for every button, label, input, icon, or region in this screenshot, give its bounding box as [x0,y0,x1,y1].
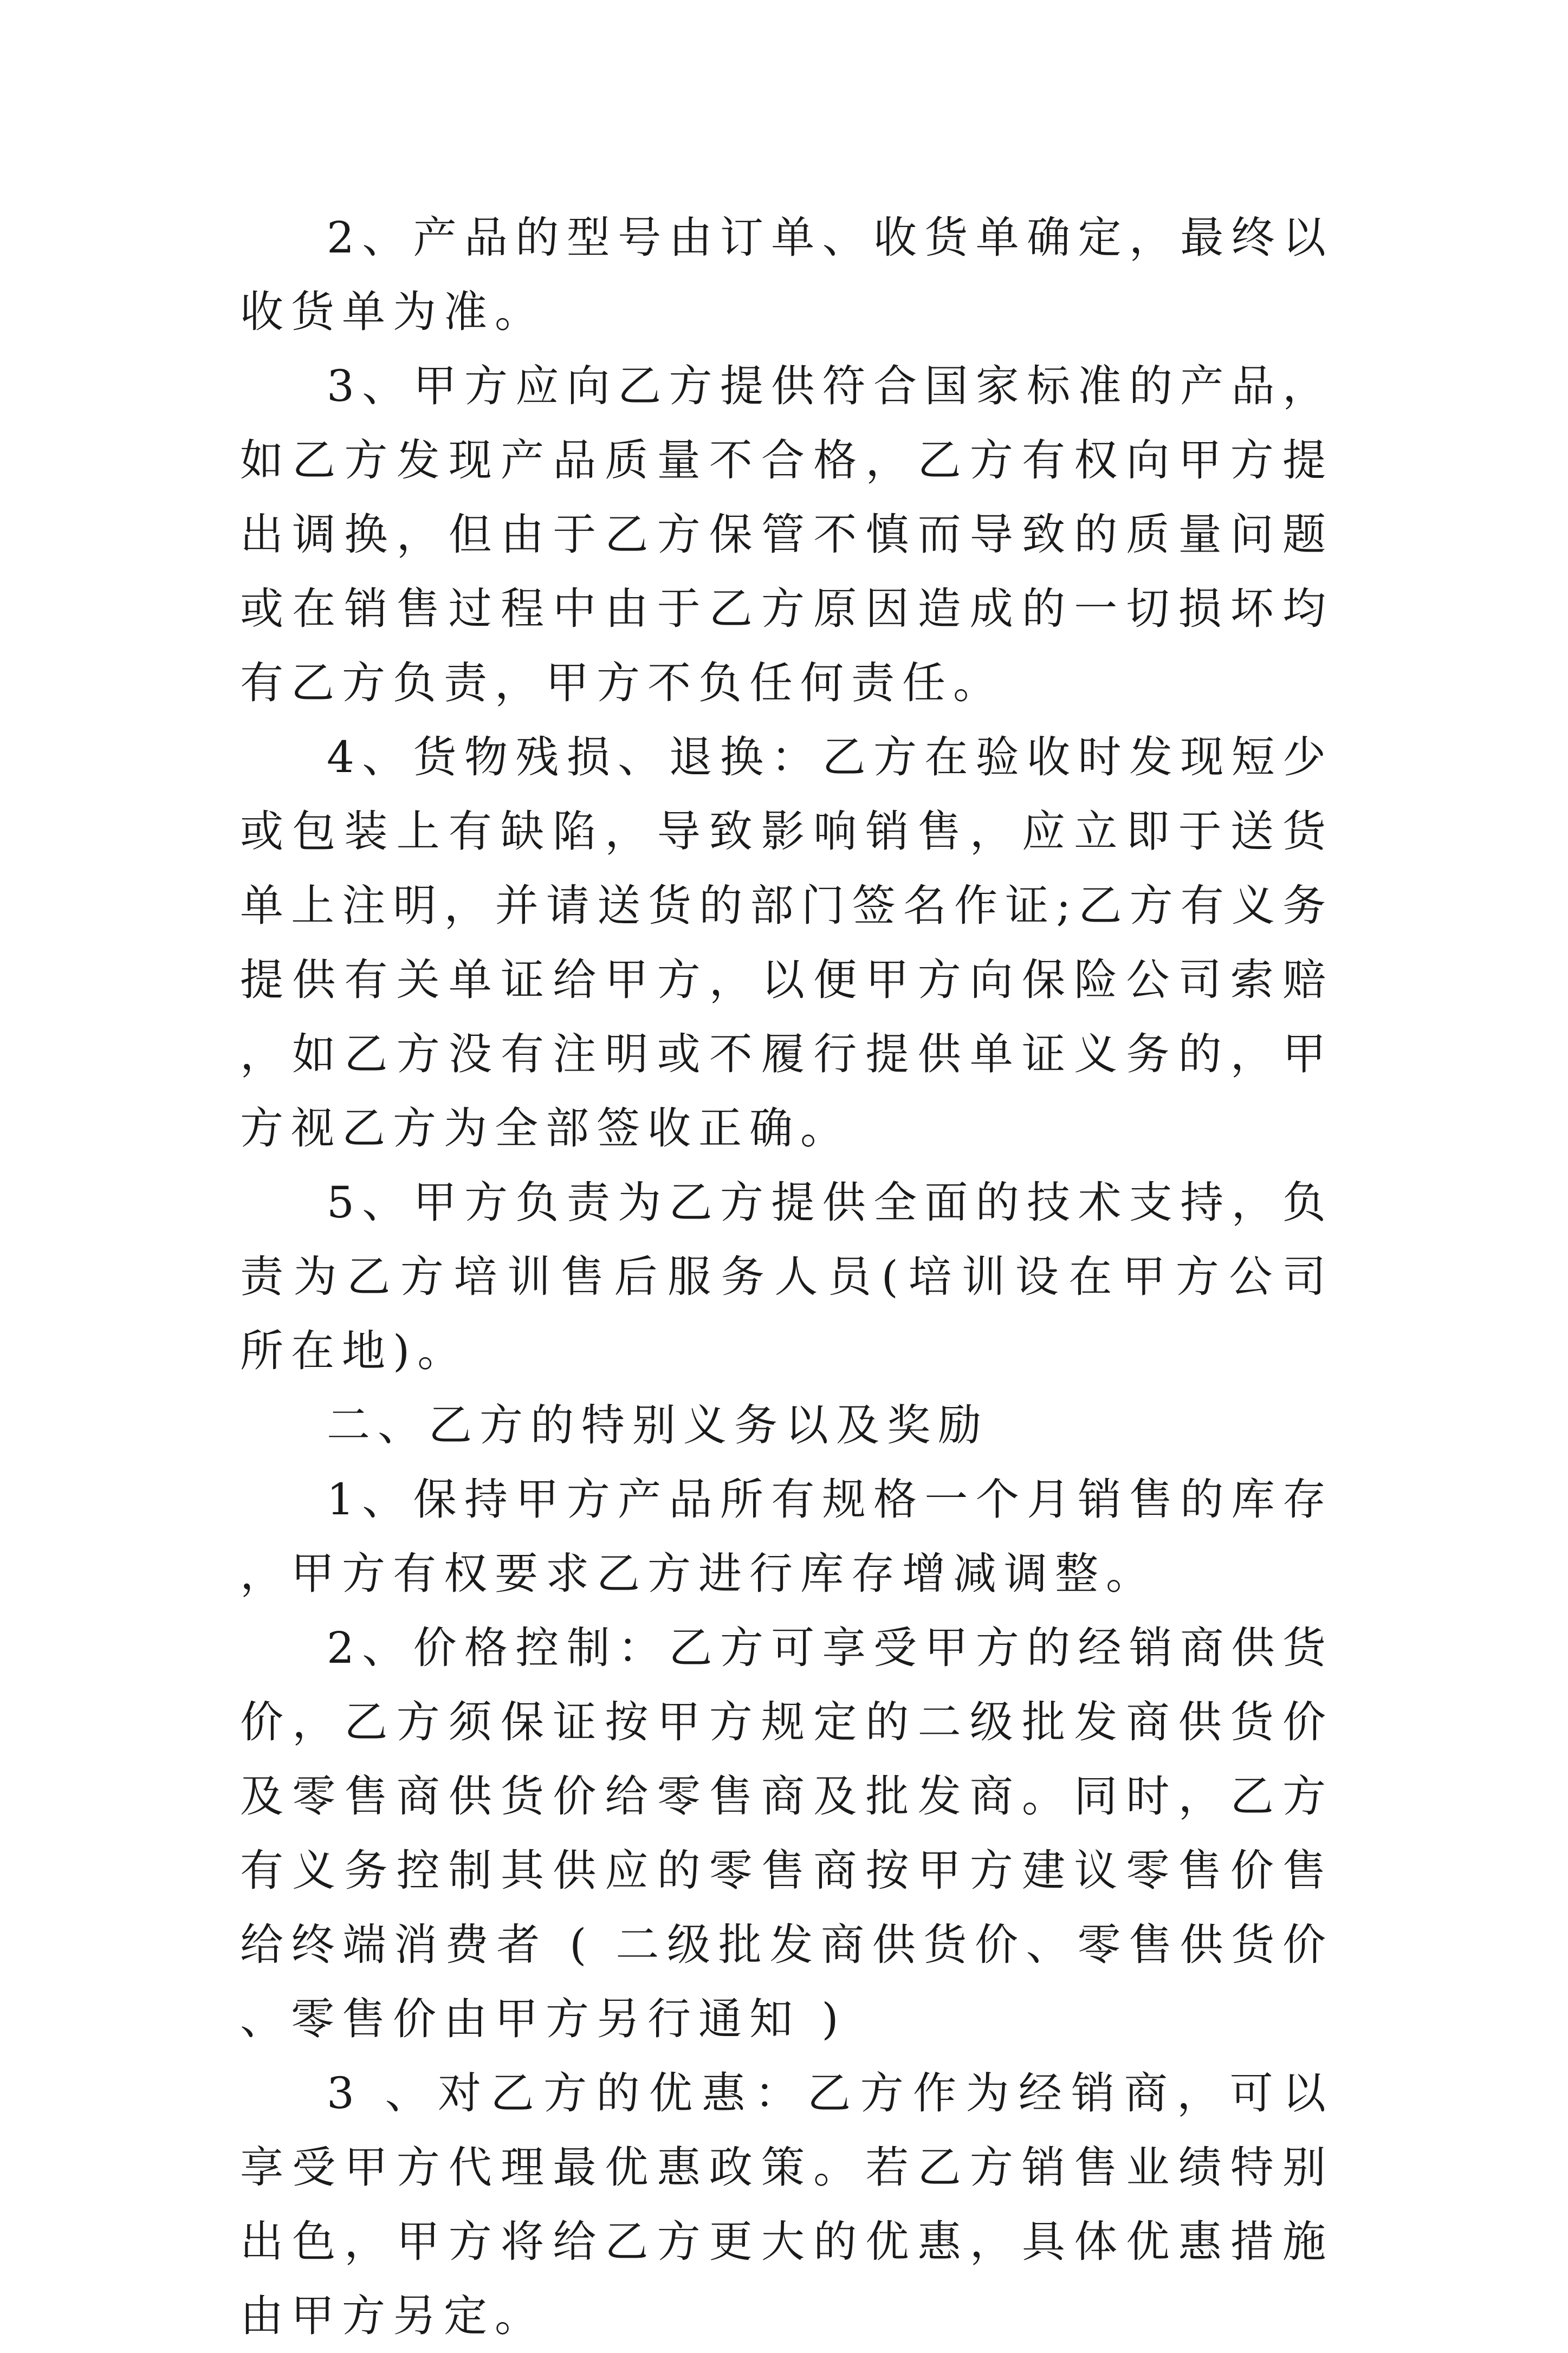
section-heading-party-b-obligations: 二、乙方的特别义务以及奖励 [327,1400,989,1450]
paragraph-item-3-discount: 3 、对乙方的优惠：乙方作为经销商，可以享受甲方代理最优惠政策。若乙方销售业绩特别出色，甲方将给乙方更大的优惠，具体优惠措施由甲方另定。 [240,2068,1333,2341]
paragraph-item-2-model: 2、产品的型号由订单、收货单确定，最终以收货单为准。 [240,212,1333,337]
paragraph-item-1-inventory: 1、保持甲方产品所有规格一个月销售的库存，甲方有权要求乙方进行库存增减调整。 [240,1474,1333,1599]
paragraph-item-5-tech-support: 5、甲方负责为乙方提供全面的技术支持，负责为乙方培训售后服务人员(培训设在甲方公司所在地)。 [240,1177,1333,1376]
paragraph-item-2-price-control: 2、价格控制：乙方可享受甲方的经销商供货价，乙方须保证按甲方规定的二级批发商供货价及零售商供货价给零售商及批发商。同时，乙方有义务控制其供应的零售商按甲方建议零售价售给终端消费者 ( 二级批发商供货价、零售供货价、零售价由甲方另行通知 ) [240,1623,1333,2044]
document-body [240,200,1333,2353]
paragraph-item-4-damage-return: 4、货物残损、退换：乙方在验收时发现短少或包装上有缺陷，导致影响销售，应立即于送货单上注明，并请送货的部门签名作证;乙方有义务提供有关单证给甲方，以便甲方向保险公司索赔，如乙方没有注明或不履行提供单证义务的，甲方视乙方为全部签收正确。 [240,732,1333,1153]
paragraph-item-3-quality: 3、甲方应向乙方提供符合国家标准的产品，如乙方发现产品质量不合格，乙方有权向甲方提出调换，但由于乙方保管不慎而导致的质量问题或在销售过程中由于乙方原因造成的一切损坏均有乙方负责，甲方不负任何责任。 [240,361,1333,708]
